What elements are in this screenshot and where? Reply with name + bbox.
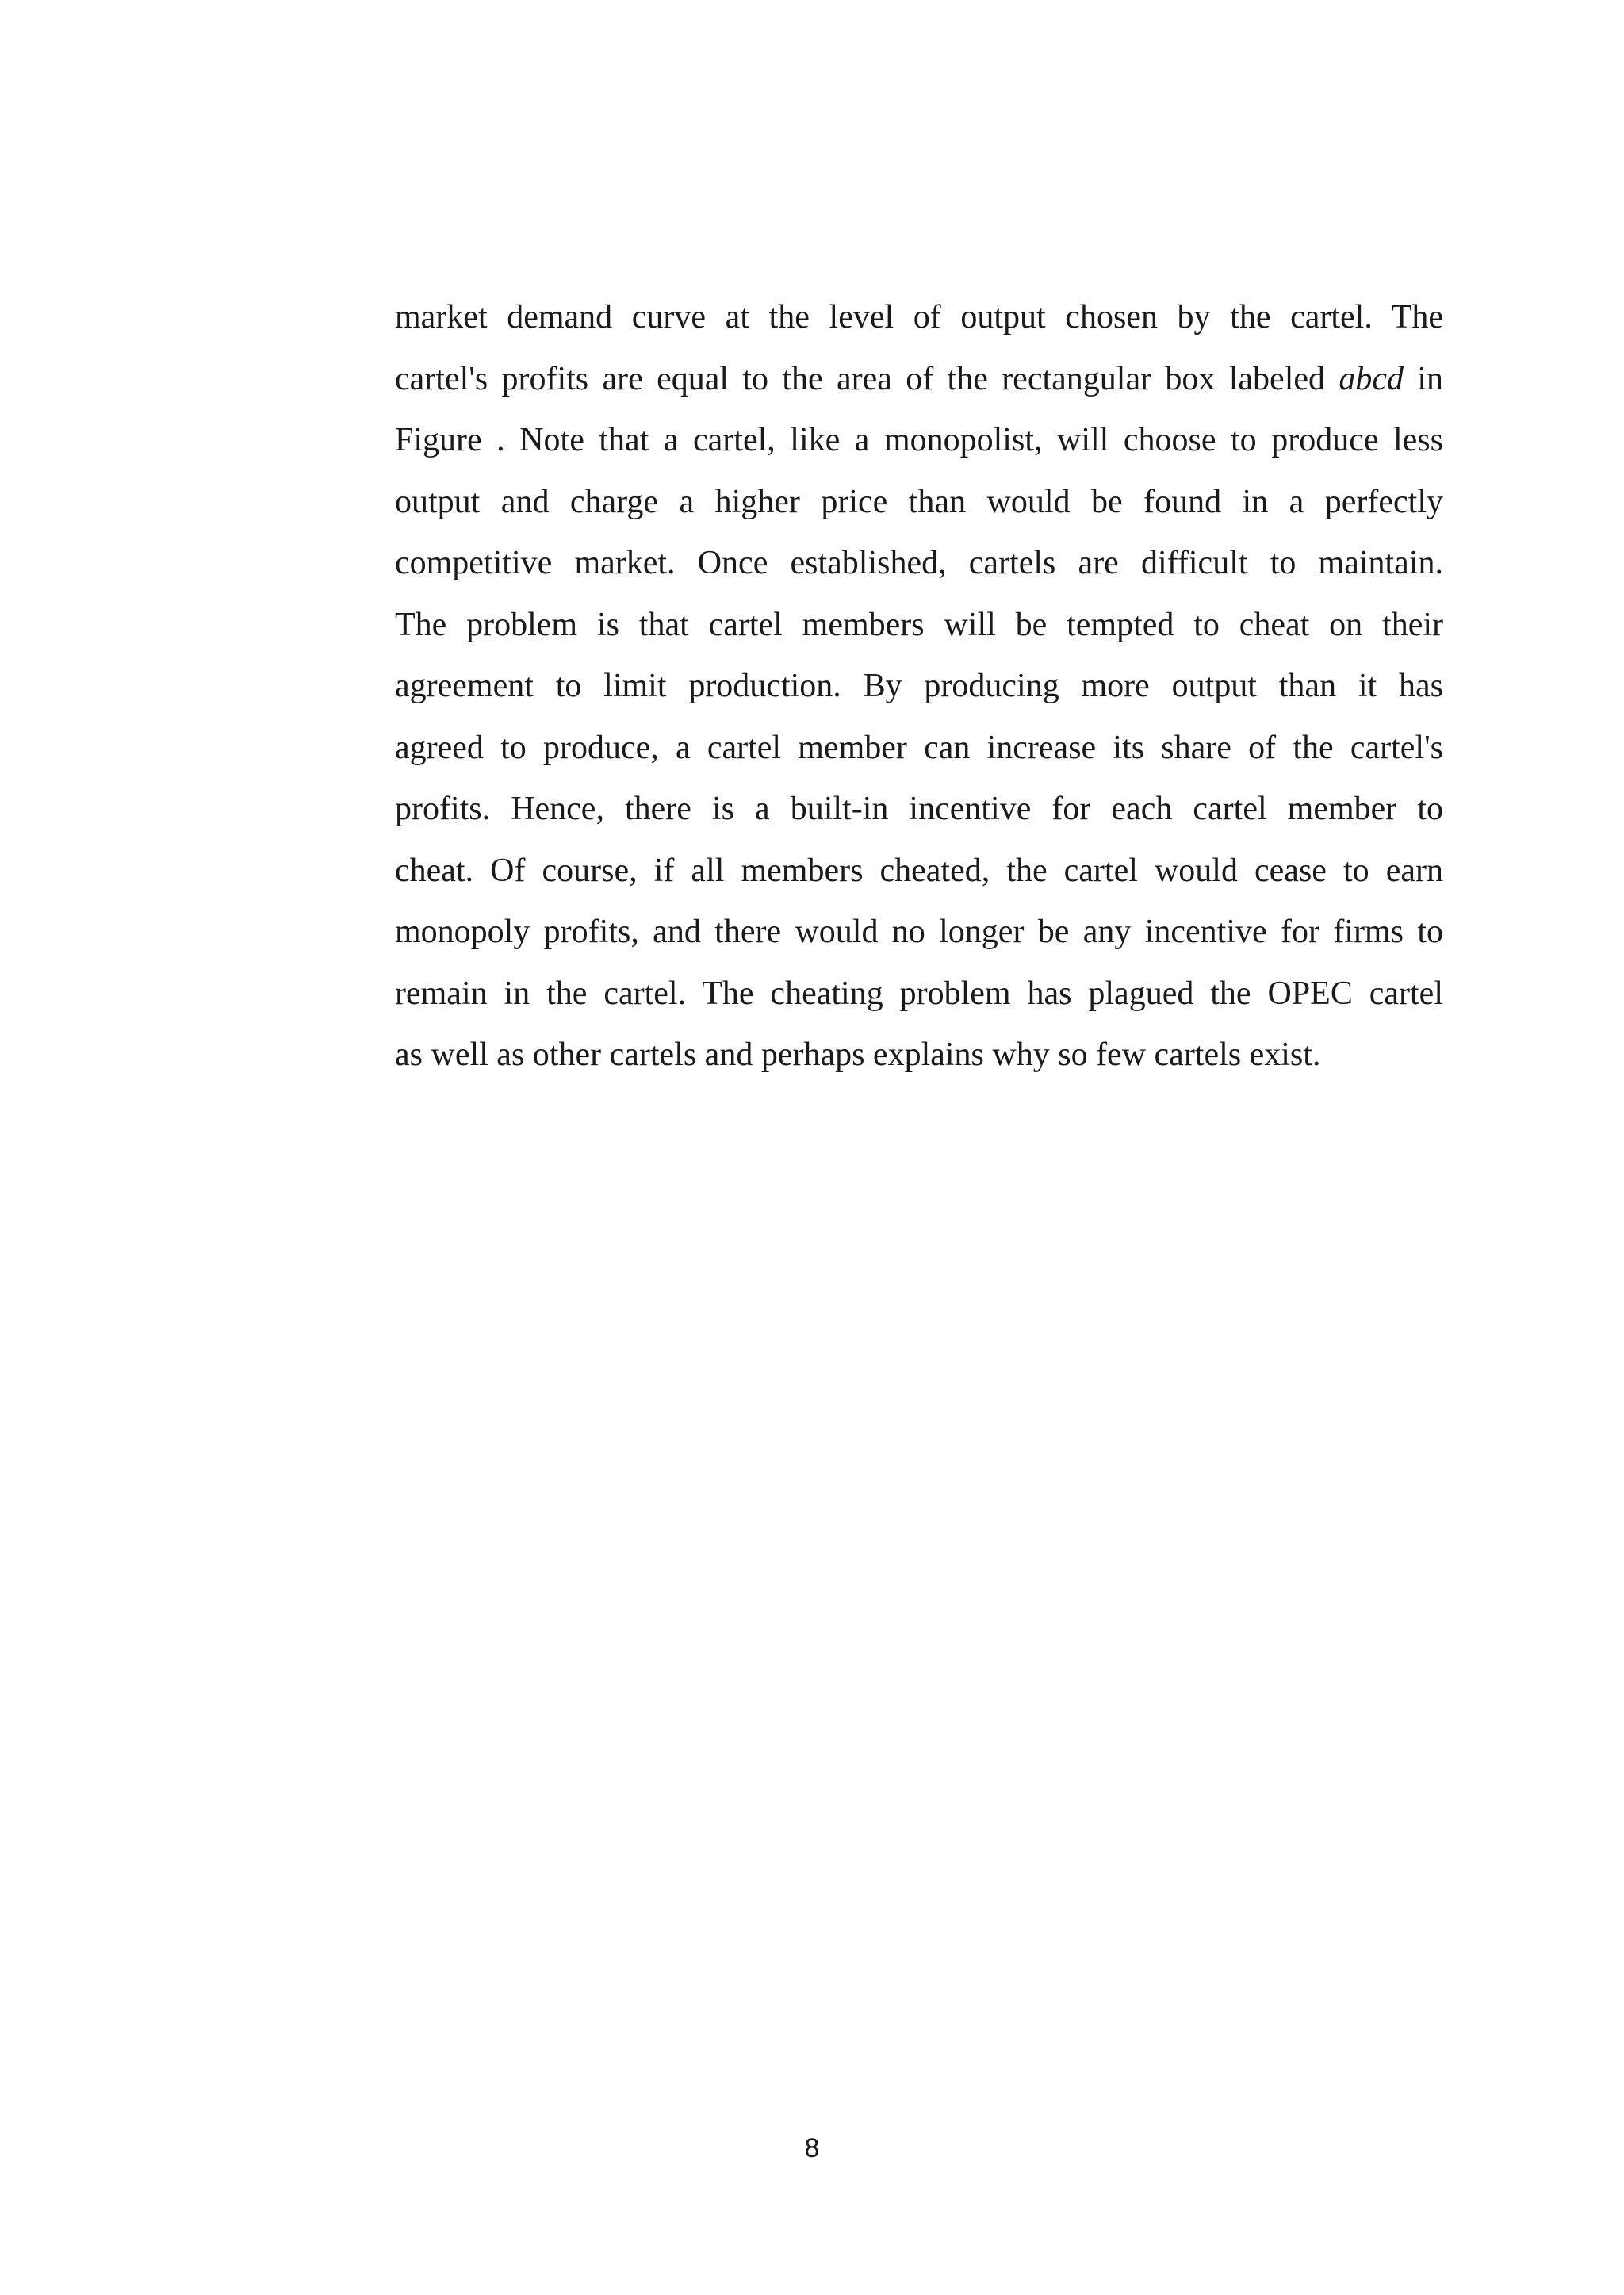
text-line-12: remain in the cartel. The cheating problem has plagued the OPEC cartel [395,975,1443,1012]
text-line-9: profits. Hence, there is a built-in incentive for each cartel member to [395,791,1443,827]
page-number: 8 [804,2133,820,2163]
text-line-1: market demand curve at the level of output chosen by the cartel. The [395,299,1443,335]
text-line-2-start: cartel's profits are equal to the area of the rectangular box labeled [395,360,1339,397]
text-line-11: monopoly profits, and there would no longer be any incentive for firms to [395,914,1443,950]
body-paragraph [395,289,1443,1089]
text-line-13: as well as other cartels and perhaps explains why so few cartels exist. [395,1036,1321,1073]
text-line-4: output and charge a higher price than would be found in a perfectly [395,483,1443,520]
text-line-2-end: in [1404,360,1443,397]
text-line-8: agreed to produce, a cartel member can increase its share of the cartel's [395,729,1443,766]
text-line-2 [395,351,1443,413]
text-line-7: agreement to limit production. By producing more output than it has [395,668,1443,704]
text-line-3: Figure . Note that a cartel, like a monopolist, will choose to produce less [395,422,1443,458]
text-line-10: cheat. Of course, if all members cheated, the cartel would cease to earn [395,852,1443,889]
text-line-6: The problem is that cartel members will be tempted to cheat on their [395,606,1443,643]
text-line-5: competitive market. Once established, cartels are difficult to maintain. [395,545,1443,581]
abcd-label: abcd [1339,360,1404,397]
